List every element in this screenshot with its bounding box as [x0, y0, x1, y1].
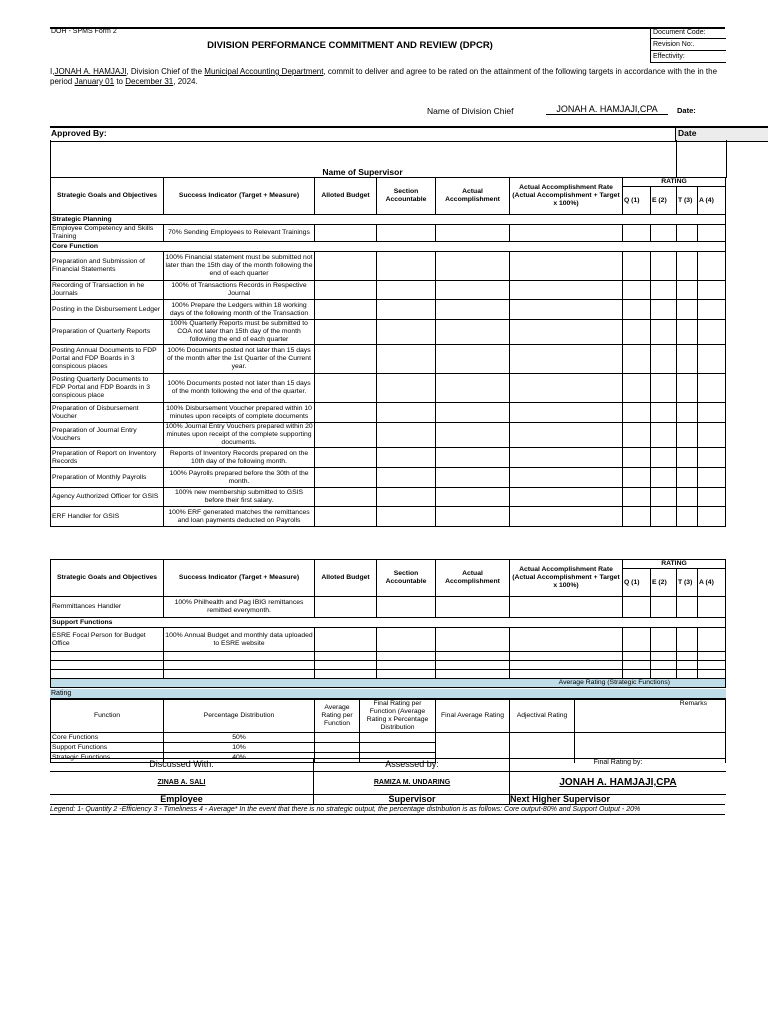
table-row — [51, 300, 726, 320]
goal-cell: Preparation of Quarterly Reports — [51, 320, 164, 345]
empty-cell — [698, 597, 726, 618]
empty-cell — [698, 468, 726, 488]
empty-cell — [698, 423, 726, 448]
empty-cell — [436, 597, 510, 618]
goal-cell: Preparation and Submission of Financial Statements — [51, 252, 164, 281]
empty-cell — [436, 448, 510, 468]
empty-cell — [377, 468, 436, 488]
period-from: January 01 — [74, 77, 115, 86]
table-row — [51, 628, 726, 652]
empty-cell — [377, 320, 436, 345]
performance-table-2 — [50, 559, 726, 688]
core-function-rows — [51, 252, 726, 527]
table-row — [51, 468, 726, 488]
empty-cell — [698, 252, 726, 281]
empty-cell — [677, 403, 698, 423]
col-q: Q (1) — [623, 569, 651, 597]
support-function-rows — [51, 628, 726, 652]
empty-cell — [651, 628, 677, 652]
col-goals: Strategic Goals and Objectives — [51, 560, 164, 597]
strategic-planning-rows — [51, 225, 726, 242]
goal-cell: ERF Handler for GSIS — [51, 507, 164, 527]
goal-cell: Remmittances Handler — [51, 597, 164, 618]
summary-col-final: Final Rating per Function (Average Rating x Percentage Distribution — [360, 700, 436, 733]
empty-cell — [651, 423, 677, 448]
empty-cell — [651, 448, 677, 468]
date-label: Date: — [677, 106, 696, 115]
goal-cell: Preparation of Report on Inventory Records — [51, 448, 164, 468]
empty-cell — [677, 448, 698, 468]
empty-cell — [677, 252, 698, 281]
commit-text-4: to — [116, 77, 123, 86]
empty-cell — [510, 468, 623, 488]
empty-cell — [436, 320, 510, 345]
empty-cell — [677, 423, 698, 448]
section-core-function: Core Function — [51, 242, 726, 252]
division-chief-label: Name of Division Chief — [427, 106, 514, 116]
goal-cell: Employee Competency and Skills Training — [51, 225, 164, 242]
supervisor-name: RAMIZA M. UNDARING — [313, 772, 510, 795]
commit-text-3: , commit to deliver and agree to be rated on the attainment of the following targets in accordance with the in the period — [50, 67, 718, 86]
table-row — [51, 597, 726, 618]
empty-cell — [651, 320, 677, 345]
goal-cell: Posting Annual Documents to FDP Portal and FDP Boards in 3 conspicous places — [51, 345, 164, 374]
empty-cell — [677, 225, 698, 242]
empty-cell — [377, 628, 436, 652]
empty-cell — [436, 225, 510, 242]
empty-cell — [677, 507, 698, 527]
indicator-cell: 100% Journal Entry Vouchers prepared within 20 minutes upon receipt of the complete supporting documents. — [165, 423, 313, 446]
empty-cell — [377, 507, 436, 527]
empty-cell — [623, 320, 651, 345]
empty-cell — [623, 597, 651, 618]
empty-cell — [698, 225, 726, 242]
empty-cell — [315, 628, 377, 652]
page-title: DIVISION PERFORMANCE COMMITMENT AND REVIEW (DPCR) — [207, 40, 493, 51]
table-row — [51, 225, 726, 242]
empty-cell — [377, 281, 436, 300]
employee-label: Employee — [160, 794, 203, 804]
goal-cell: ESRE Focal Person for Budget Office — [51, 628, 164, 652]
summary-col-final-average: Final Average Rating — [436, 700, 510, 733]
department-name: Municipal Accounting Department — [204, 67, 324, 76]
empty-cell — [623, 628, 651, 652]
col-rating: RATING — [623, 178, 726, 187]
empty-cell — [315, 374, 377, 403]
empty-cell — [623, 507, 651, 527]
col-indicator: Success Indicator (Target + Measure) — [164, 560, 315, 597]
empty-cell — [510, 507, 623, 527]
period-to: December 31 — [125, 77, 174, 86]
goal-cell: Preparation of Disbursement Voucher — [51, 403, 164, 423]
empty-cell — [436, 628, 510, 652]
empty-cell — [651, 488, 677, 507]
empty-cell — [510, 403, 623, 423]
empty-cell — [698, 300, 726, 320]
empty-cell — [698, 488, 726, 507]
indicator-cell: 100% of Transactions Records in Respective Journal — [164, 281, 315, 300]
summary-function: Support Functions — [51, 743, 164, 753]
average-rating-strategic: Average Rating (Strategic Functions) — [51, 679, 726, 688]
empty-cell — [377, 403, 436, 423]
col-section: Section Accountable — [377, 178, 436, 215]
empty-cell — [436, 507, 510, 527]
indicator-cell: 100% Documents posted not later than 15 days of the month following the end of the quarter. — [164, 374, 315, 403]
goal-cell: Posting Quarterly Documents to FDP Portal and FDP Boards in 3 conspicous place — [51, 374, 164, 403]
col-actual: Actual Accomplishment — [436, 178, 510, 215]
empty-cell — [623, 468, 651, 488]
empty-cell — [436, 281, 510, 300]
empty-cell — [698, 320, 726, 345]
empty-cell — [436, 403, 510, 423]
empty-cell — [510, 374, 623, 403]
table-row — [51, 374, 726, 403]
rating-summary-table — [50, 699, 726, 763]
summary-col-function: Function — [51, 700, 164, 733]
indicator-cell: 100% Philhealth and Pag IBIG remittances remitted everymonth. — [164, 597, 315, 618]
table-row — [51, 320, 726, 345]
empty-cell — [623, 403, 651, 423]
performance-table-1 — [50, 177, 726, 527]
empty-cell — [651, 345, 677, 374]
col-actual: Actual Accomplishment — [436, 560, 510, 597]
empty-cell — [377, 374, 436, 403]
empty-cell — [698, 403, 726, 423]
col-t: T (3) — [677, 187, 698, 215]
summary-col-distribution: Percentage Distribution — [164, 700, 315, 733]
empty-cell — [623, 225, 651, 242]
indicator-cell: 70% Sending Employees to Relevant Trainings — [164, 225, 315, 242]
empty-cell — [510, 300, 623, 320]
empty-cell — [698, 448, 726, 468]
empty-cell — [651, 374, 677, 403]
employee-name: ZINAB A. SALI — [50, 772, 313, 795]
empty-cell — [377, 300, 436, 320]
col-e: E (2) — [651, 187, 677, 215]
goal-cell: Posting in the Disbursement Ledger — [51, 300, 164, 320]
table-row — [51, 448, 726, 468]
empty-cell — [651, 225, 677, 242]
indicator-cell: 100% ERF generated matches the remittances and loan payments deducted on Payrolls — [164, 507, 315, 527]
commit-text-1: I, — [50, 67, 55, 76]
empty-cell — [651, 403, 677, 423]
empty-cell — [698, 374, 726, 403]
indicator-cell: 100% Financial statement must be submitted not later than the 15th day of the month following the end of each quarter — [164, 252, 315, 281]
empty-cell — [623, 252, 651, 281]
col-rate: Actual Accomplishment Rate (Actual Accomplishment + Target x 100%) — [510, 560, 623, 597]
legend: Legend: 1- Quantity 2 -Efficiency 3 - Timeliness 4 - Average* In the event that there is no strategic output, the percentage distribution is as follows: Core output-80% and Support Output - 20% — [50, 804, 725, 815]
division-chief-name: JONAH A. HAMJAJI,CPA — [546, 104, 668, 115]
empty-cell — [315, 507, 377, 527]
empty-cell — [677, 300, 698, 320]
col-q: Q (1) — [623, 187, 651, 215]
empty-cell — [377, 448, 436, 468]
table-row — [51, 507, 726, 527]
empty-cell — [315, 225, 377, 242]
empty-cell — [315, 320, 377, 345]
summary-col-average: Average Rating per Function — [315, 700, 360, 733]
empty-cell — [677, 345, 698, 374]
next-higher-supervisor-label: Next Higher Supervisor — [509, 794, 726, 804]
empty-cell — [677, 488, 698, 507]
empty-cell — [651, 468, 677, 488]
empty-cell — [315, 448, 377, 468]
empty-cell — [651, 252, 677, 281]
empty-cell — [698, 281, 726, 300]
empty-cell — [436, 468, 510, 488]
empty-cell — [315, 488, 377, 507]
col-budget: Alloted Budget — [315, 560, 377, 597]
form-number: DOH - SPMS Form 2 — [51, 28, 117, 35]
table-row — [51, 403, 726, 423]
empty-cell — [510, 423, 623, 448]
empty-cell — [623, 374, 651, 403]
empty-cell — [677, 374, 698, 403]
empty-cell — [510, 448, 623, 468]
empty-cell — [623, 300, 651, 320]
next-higher-supervisor-name: JONAH A. HAMJAJI,CPA — [509, 772, 726, 795]
empty-cell — [315, 300, 377, 320]
summary-function: Strategic Functions — [51, 753, 164, 763]
indicator-cell: Reports of Inventory Records prepared on the 10th day of the following month. — [164, 448, 315, 468]
empty-cell — [436, 300, 510, 320]
summary-percentage: 50% — [164, 733, 315, 743]
approved-date-label: Date — [675, 128, 768, 141]
empty-cell — [377, 423, 436, 448]
empty-cell — [510, 597, 623, 618]
table2-rows — [51, 597, 726, 618]
goal-cell: Preparation of Monthly Payrolls — [51, 468, 164, 488]
table-row — [51, 488, 726, 507]
discussed-with-label: Discussed With: — [50, 759, 313, 772]
empty-cell — [315, 345, 377, 374]
summary-col-adjectival: Adjectival Rating — [510, 700, 575, 733]
empty-cell — [651, 281, 677, 300]
approved-by-label: Approved By: — [51, 128, 107, 138]
col-e: E (2) — [651, 569, 677, 597]
indicator-cell: 100% Documents posted not later than 15 days of the month after the 1st Quarter of the Current year. — [164, 345, 315, 374]
commit-text-5: , 2024. — [173, 77, 198, 86]
section-support-functions: Support Functions — [51, 618, 726, 628]
col-goals: Strategic Goals and Objectives — [51, 178, 164, 215]
indicator-cell: 100% Disbursement Voucher prepared within 10 minutes upon receipts of complete documents — [164, 403, 315, 423]
empty-cell — [377, 345, 436, 374]
supervisor-label: Supervisor — [313, 794, 510, 804]
empty-cell — [677, 468, 698, 488]
empty-cell — [698, 507, 726, 527]
indicator-cell: 100% Quarterly Reports must be submitted to COA not later than 15th day of the month following the end of each quarter — [164, 320, 315, 345]
indicator-cell: 100% Prepare the Ledgers within 18 working days of the following month of the Transaction — [164, 300, 315, 320]
col-section: Section Accountable — [377, 560, 436, 597]
empty-cell — [315, 403, 377, 423]
summary-col-remarks: Remarks — [575, 700, 726, 733]
empty-cell — [510, 225, 623, 242]
summary-percentage: 40% — [164, 753, 315, 763]
empty-cell — [377, 597, 436, 618]
empty-cell — [510, 252, 623, 281]
empty-cell — [677, 628, 698, 652]
empty-cell — [651, 597, 677, 618]
empty-cell — [698, 628, 726, 652]
empty-cell — [651, 507, 677, 527]
empty-cell — [436, 423, 510, 448]
col-a: A (4) — [698, 569, 726, 597]
goal-cell: Recording of Transaction in he Journals — [51, 281, 164, 300]
empty-cell — [677, 597, 698, 618]
table-row — [51, 281, 726, 300]
empty-cell — [623, 488, 651, 507]
col-indicator: Success Indicator (Target + Measure) — [164, 178, 315, 215]
signature-block — [50, 758, 725, 805]
empty-cell — [623, 423, 651, 448]
section-strategic-planning: Strategic Planning — [51, 215, 726, 225]
empty-cell — [623, 281, 651, 300]
empty-cell — [315, 597, 377, 618]
indicator-cell: 100% Payrolls prepared before the 30th of the month. — [164, 468, 315, 488]
col-budget: Alloted Budget — [315, 178, 377, 215]
table-row — [51, 252, 726, 281]
divider — [676, 140, 677, 178]
empty-cell — [698, 345, 726, 374]
empty-cell — [623, 345, 651, 374]
empty-cell — [377, 225, 436, 242]
empty-cell — [436, 374, 510, 403]
empty-cell — [623, 448, 651, 468]
empty-cell — [436, 345, 510, 374]
revision-no: Revision No:. — [651, 39, 726, 51]
table-row — [51, 423, 726, 448]
empty-cell — [315, 468, 377, 488]
empty-cell — [510, 345, 623, 374]
assessed-by-label: Assessed by: — [313, 759, 510, 772]
commit-text-2: , Division Chief of the — [126, 67, 203, 76]
empty-cell — [436, 488, 510, 507]
chief-name-inline: JONAH A. HAMJAJI — [54, 67, 127, 76]
empty-cell — [510, 488, 623, 507]
document-codes — [650, 27, 726, 63]
name-of-supervisor: Name of Supervisor — [322, 167, 403, 177]
empty-cell — [510, 281, 623, 300]
empty-cell — [377, 252, 436, 281]
empty-cell — [510, 628, 623, 652]
col-t: T (3) — [677, 569, 698, 597]
goal-cell: Agency Authorized Officer for GSIS — [51, 488, 164, 507]
col-rating: RATING — [623, 560, 726, 569]
indicator-cell: 100% Annual Budget and monthly data uploaded to ESRE website — [164, 628, 315, 652]
indicator-cell: 100% new membership submitted to GSIS before their first salary. — [164, 488, 315, 507]
effectivity: Effectivity: — [651, 51, 726, 63]
empty-cell — [315, 423, 377, 448]
empty-cell — [315, 281, 377, 300]
col-a: A (4) — [698, 187, 726, 215]
empty-cell — [677, 281, 698, 300]
col-rate: Actual Accomplishment Rate (Actual Accomplishment + Target x 100%) — [510, 178, 623, 215]
rating-band: Rating — [50, 689, 726, 699]
empty-cell — [510, 320, 623, 345]
final-rating-by-label: Final Rating by: — [509, 759, 726, 772]
document-code: Document Code: — [651, 27, 726, 39]
empty-cell — [651, 300, 677, 320]
empty-cell — [436, 252, 510, 281]
summary-percentage: 10% — [164, 743, 315, 753]
commitment-statement — [50, 67, 730, 87]
summary-function: Core Functions — [51, 733, 164, 743]
goal-cell: Preparation of Journal Entry Vouchers — [51, 423, 164, 448]
empty-cell — [677, 320, 698, 345]
empty-cell — [377, 488, 436, 507]
table-row — [51, 345, 726, 374]
empty-cell — [315, 252, 377, 281]
